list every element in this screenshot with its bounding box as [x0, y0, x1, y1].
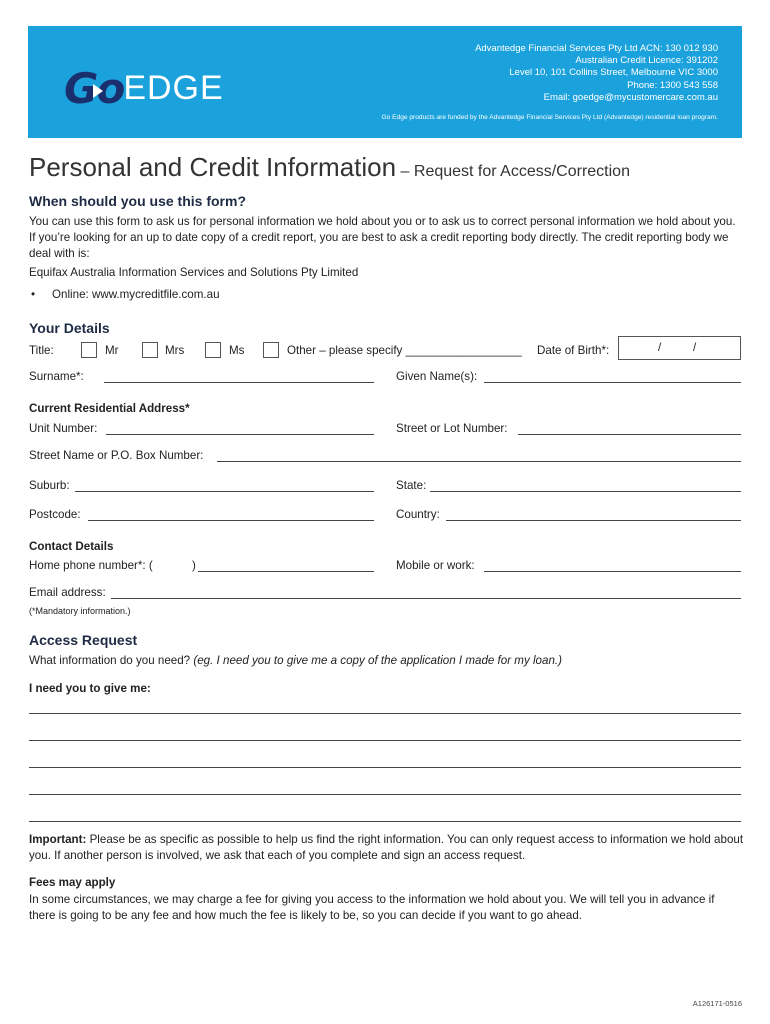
details-heading: Your Details — [29, 320, 110, 336]
street-name-label: Street Name or P.O. Box Number: — [29, 449, 204, 462]
surname-field[interactable] — [104, 382, 374, 383]
street-lot-field[interactable] — [518, 434, 741, 435]
country-field[interactable] — [446, 520, 741, 521]
request-line[interactable] — [29, 713, 741, 714]
important-text: Please be as specific as possible to help us find the right information. You can only request access to information we hold about you. If another person is involved, we ask that each of you complete and sign an access request. — [29, 833, 744, 862]
unit-label: Unit Number: — [29, 422, 98, 435]
suburb-label: Suburb: — [29, 479, 70, 492]
address-heading: Current Residential Address* — [29, 402, 190, 415]
contact-heading: Contact Details — [29, 540, 114, 553]
given-label: Given Name(s): — [396, 370, 478, 383]
option-ms: Ms — [229, 344, 245, 357]
given-field[interactable] — [484, 382, 741, 383]
checkbox-ms[interactable] — [205, 342, 221, 358]
company-line: Level 10, 101 Collins Street, Melbourne VIC 3000 — [509, 67, 718, 79]
company-line: Email: goedge@mycustomercare.com.au — [543, 91, 718, 103]
fees-heading: Fees may apply — [29, 876, 116, 889]
unit-field[interactable] — [106, 434, 374, 435]
option-mrs: Mrs — [165, 344, 185, 357]
when-body: You can use this form to ask us for personal information we hold about you or to ask us to correct personal information we hold about you. If you’re looking for an up to date copy of a credit report, you are best to ask a credit reporting body directly. The credit reporting body we deal with is: — [29, 215, 736, 260]
mobile-label: Mobile or work: — [396, 559, 475, 572]
suburb-field[interactable] — [75, 491, 374, 492]
checkbox-other[interactable] — [263, 342, 279, 358]
dob-slash: / — [693, 341, 697, 354]
country-label: Country: — [396, 508, 440, 521]
title-sub: – Request for Access/Correction — [396, 163, 630, 180]
give-me-label: I need you to give me: — [29, 682, 151, 695]
request-line[interactable] — [29, 821, 741, 822]
title-main: Personal and Credit Information — [29, 152, 397, 182]
surname-label: Surname*: — [29, 370, 84, 383]
company-line: Australian Credit Licence: 391202 — [575, 55, 718, 67]
goedge-logo — [64, 64, 224, 113]
important-label: Important: — [29, 833, 87, 846]
access-question — [29, 654, 562, 667]
header-banner — [28, 26, 742, 138]
company-line: Phone: 1300 543 558 — [627, 79, 718, 91]
option-mr: Mr — [105, 344, 119, 357]
dob-label: Date of Birth*: — [537, 344, 610, 357]
fees-text: In some circumstances, we may charge a fee for giving you access to the information we hold about you. We will tell you in advance if there is going to be any fee and how much the fee is likely to be, so you can decide if you want to go ahead. — [29, 893, 715, 922]
street-lot-label: Street or Lot Number: — [396, 422, 508, 435]
company-line: Advantedge Financial Services Pty Ltd ACN: 130 012 930 — [475, 43, 718, 54]
title-label: Title: — [29, 344, 54, 357]
access-heading: Access Request — [29, 632, 138, 648]
form-code: A126171-0516 — [692, 999, 742, 1008]
mandatory-note: (*Mandatory information.) — [29, 606, 131, 616]
access-example: (eg. I need you to give me a copy of the application I made for my loan.) — [193, 654, 562, 667]
state-field[interactable] — [430, 491, 741, 492]
home-phone-close: ) — [192, 559, 196, 572]
page-title — [29, 152, 630, 183]
dob-field[interactable] — [618, 336, 741, 360]
bureau-name: Equifax Australia Information Services and Solutions Pty Limited — [29, 266, 359, 279]
email-field[interactable] — [111, 598, 741, 599]
postcode-label: Postcode: — [29, 508, 81, 521]
when-heading: When should you use this form? — [29, 193, 246, 209]
street-name-field[interactable] — [217, 461, 741, 462]
request-line[interactable] — [29, 767, 741, 768]
online-link[interactable]: Online: www.mycreditfile.com.au — [52, 288, 220, 301]
funded-note: Go Edge products are funded by the Advantedge Financial Services Pty Ltd (Advantedge) residential loan program. — [381, 114, 718, 121]
checkbox-mr[interactable] — [81, 342, 97, 358]
request-line[interactable] — [29, 794, 741, 795]
option-other[interactable]: Other – please specify __________________ — [287, 344, 522, 357]
state-label: State: — [396, 479, 427, 492]
mobile-field[interactable] — [484, 571, 741, 572]
company-details — [475, 43, 718, 104]
bullet: • — [31, 288, 36, 301]
request-line[interactable] — [29, 740, 741, 741]
checkbox-mrs[interactable] — [142, 342, 158, 358]
access-question-text: What information do you need? — [29, 654, 191, 667]
dob-slash: / — [658, 341, 662, 354]
home-phone-field[interactable] — [198, 571, 374, 572]
logo-go-text: Go — [64, 64, 124, 113]
logo-edge-text: EDGE — [123, 69, 224, 107]
play-icon — [93, 84, 103, 98]
home-phone-label: Home phone number*: ( — [29, 559, 153, 572]
postcode-field[interactable] — [88, 520, 374, 521]
important-note — [29, 832, 744, 864]
email-label: Email address: — [29, 586, 106, 599]
